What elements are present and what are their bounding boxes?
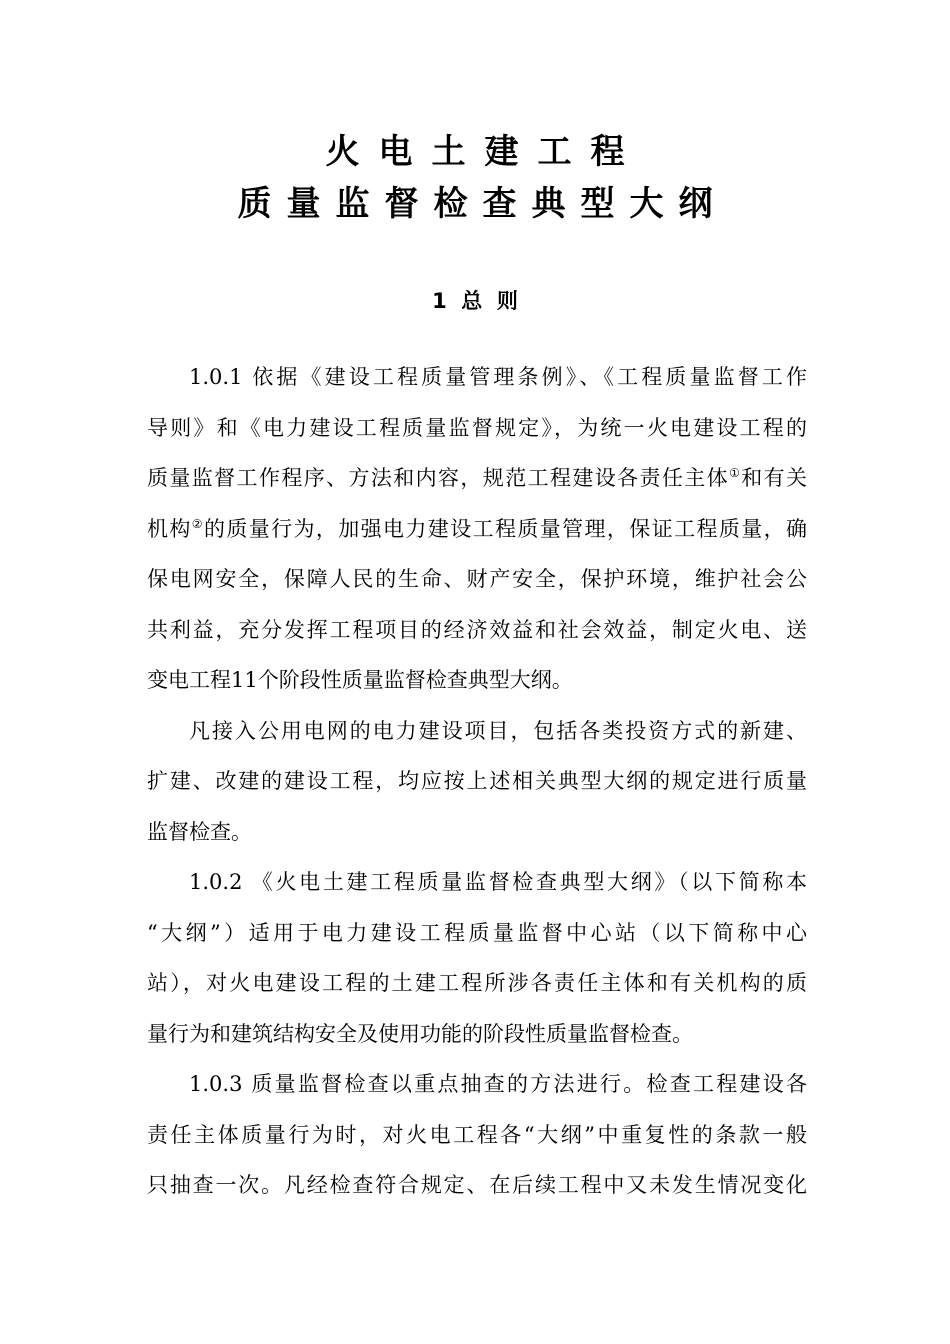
text-line: 站），对火电建设工程的土建工程所涉各责任主体和有关机构的质	[147, 971, 807, 995]
footnote-marker: ①	[729, 466, 742, 480]
text-line: 监督检查。	[147, 819, 252, 844]
text-line: 质量监督工作程序、方法和内容，规范工程建设各责任主体①和有关	[147, 466, 808, 490]
text-line: 凡接入公用电网的电力建设项目，包括各类投资方式的新建、	[189, 718, 807, 743]
text-line: 1.0.2 《火电土建工程质量监督检查典型大纲》（以下简称本	[189, 870, 807, 894]
document-title-line-1: 火电土建工程	[325, 132, 644, 172]
footnote-marker: ②	[191, 516, 204, 531]
text-line: 共利益，充分发挥工程项目的经济效益和社会效益，制定火电、送	[147, 617, 807, 642]
text-line: 1.0.1 依据《建设工程质量管理条例》、《工程质量监督工作	[189, 365, 807, 389]
text-line: 责任主体质量行为时，对火电工程各“大纲”中重复性的条款一般	[147, 1122, 807, 1147]
text-line: 变电工程11个阶段性质量监督检查典型大纲。	[147, 668, 573, 692]
text-line: 1.0.3 质量监督检查以重点抽查的方法进行。检查工程建设各	[189, 1072, 807, 1096]
text-line: 机构②的质量行为，加强电力建设工程质量管理，保证工程质量，确	[147, 516, 808, 541]
section-heading: 1 总 则	[432, 289, 518, 313]
document-title-line-2: 质量监督检查典型大纲	[237, 184, 728, 224]
body-text	[147, 357, 807, 1216]
text-line: 扩建、改建的建设工程，均应按上述相关典型大纲的规定进行质量	[147, 769, 807, 793]
text-line: 量行为和建筑结构安全及使用功能的阶段性质量监督检查。	[147, 1021, 693, 1046]
text-line: 只抽查一次。凡经检查符合规定、在后续工程中又未发生情况变化	[147, 1173, 807, 1197]
text-line: 导则》和《电力建设工程质量监督规定》，为统一火电建设工程的	[147, 415, 807, 440]
text-line: 保电网安全，保障人民的生命、财产安全，保护环境，维护社会公	[147, 567, 807, 591]
text-line: “大纲”）适用于电力建设工程质量监督中心站（以下简称中心	[147, 920, 807, 945]
